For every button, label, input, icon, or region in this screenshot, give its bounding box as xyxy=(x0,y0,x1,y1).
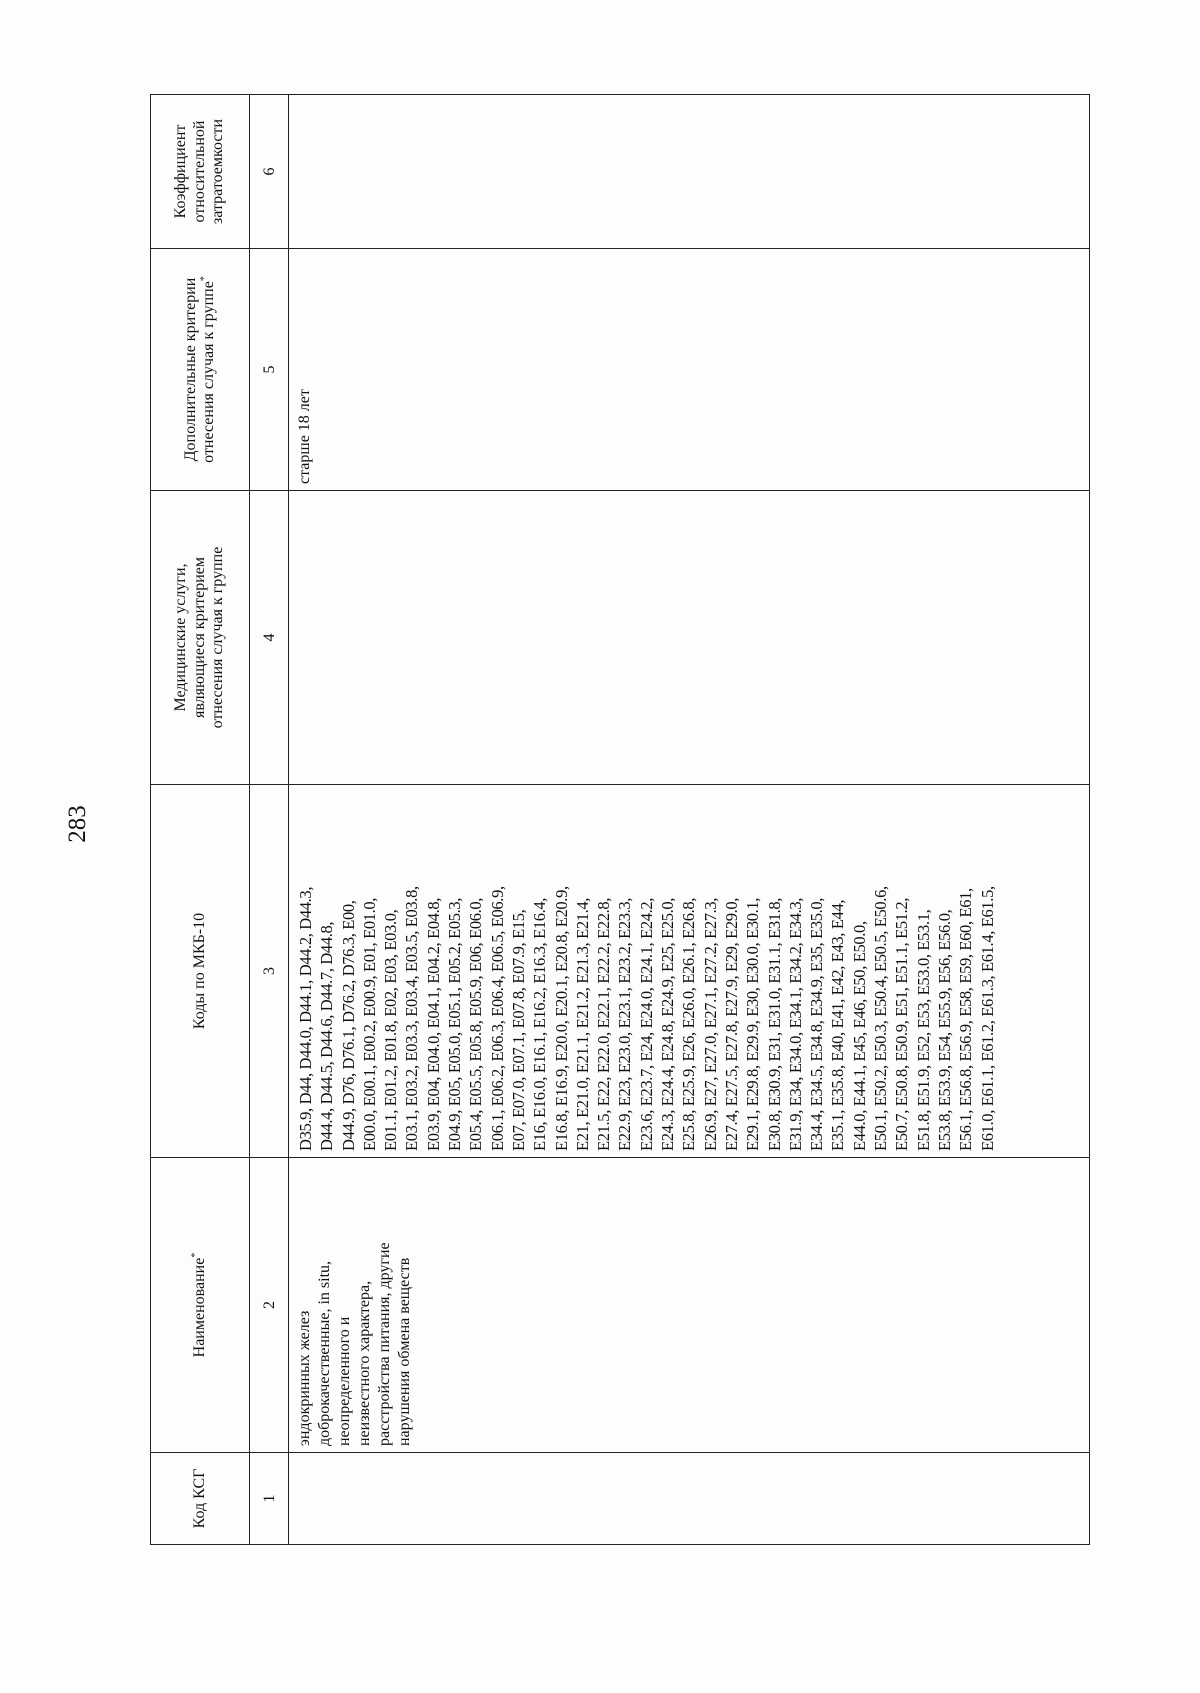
mkb-code-line: E44.0, E44.1, E45, E46, E50, E50.0, xyxy=(849,921,869,1151)
cell-additional-criteria: старше 18 лет xyxy=(289,249,1090,491)
mkb-code-line: E03.9, E04, E04.0, E04.1, E04.2, E04.8, xyxy=(423,897,443,1151)
rotated-table-container xyxy=(150,95,1090,1545)
mkb-code-line: E50.1, E50.2, E50.3, E50.4, E50.5, E50.6, xyxy=(871,886,891,1151)
mkb-code-line: E25.8, E25.9, E26, E26.0, E26.1, E26.8, xyxy=(679,897,699,1151)
mkb-code-line: E04.9, E05, E05.0, E05.1, E05.2, E05.3, xyxy=(445,897,465,1151)
mkb-code-line: D35.9, D44, D44.0, D44.1, D44.2, D44.3, xyxy=(296,886,315,1151)
mkb-code-line: E53.8, E53.9, E54, E55.9, E56, E56.0, xyxy=(934,909,954,1151)
mkb-code-line: E22.9, E23, E23.0, E23.1, E23.2, E23.3, xyxy=(615,897,635,1151)
header-ksg-code: Код КСГ xyxy=(151,1453,250,1545)
mkb-code-line: D44.4, D44.5, D44.6, D44.7, D44.8, xyxy=(317,921,337,1151)
cell-mkb-codes xyxy=(289,785,1090,1158)
cell-services xyxy=(289,491,1090,785)
mkb-code-line: E27.4, E27.5, E27.8, E27.9, E29, E29.0, xyxy=(721,897,741,1151)
mkb-code-line: E51.8, E51.9, E52, E53, E53.0, E53.1, xyxy=(913,909,933,1151)
mkb-code-line: E16, E16.0, E16.1, E16.2, E16.3, E16.4, xyxy=(530,897,550,1151)
name-line: доброкачественные, in situ, xyxy=(316,1260,333,1446)
header-name-asterisk: * xyxy=(189,1252,201,1258)
name-lines xyxy=(295,1164,415,1446)
mkb-code-line: E01.1, E01.2, E01.8, E02, E03, E03.0, xyxy=(381,909,401,1151)
name-line: нарушения обмена веществ xyxy=(396,1257,413,1446)
mkb-code-line: E31.9, E34, E34.0, E34.1, E34.2, E34.3, xyxy=(785,897,805,1151)
page-number: 283 xyxy=(64,805,91,843)
column-number: 3 xyxy=(250,785,289,1158)
column-number: 5 xyxy=(250,249,289,491)
header-name: Наименование* xyxy=(151,1158,250,1453)
header-additional-criteria: Дополнительные критерии отнесения случая к группе* xyxy=(151,249,250,491)
header-mkb-codes: Коды по МКБ-10 xyxy=(151,785,250,1158)
mkb-code-line: E21.5, E22, E22.0, E22.1, E22.2, E22.8, xyxy=(594,897,614,1151)
mkb-code-line: E29.1, E29.8, E29.9, E30, E30.0, E30.1, xyxy=(743,897,763,1151)
mkb-code-line: E61.0, E61.1, E61.2, E61.3, E61.4, E61.5, xyxy=(977,886,997,1151)
table-row xyxy=(289,95,1090,1545)
mkb-lines xyxy=(295,791,998,1151)
mkb-code-line: D44.9, D76, D76.1, D76.2, D76.3, E00, xyxy=(338,900,358,1151)
header-coefficient: Коэффициент относительной затратоемкости xyxy=(151,95,250,249)
header-criteria-asterisk: * xyxy=(199,276,210,282)
mkb-code-line: E03.1, E03.2, E03.3, E03.4, E03.5, E03.8, xyxy=(402,886,422,1151)
mkb-code-line: E26.9, E27, E27.0, E27.1, E27.2, E27.3, xyxy=(700,897,720,1151)
mkb-code-line: E35.1, E35.8, E40, E41, E42, E43, E44, xyxy=(828,899,848,1151)
column-number: 2 xyxy=(250,1158,289,1453)
name-line: неизвестного характера, xyxy=(356,1280,373,1446)
mkb-code-line: E16.8, E16.9, E20.0, E20.1, E20.8, E20.9, xyxy=(551,886,571,1151)
column-number: 6 xyxy=(250,95,289,249)
cell-coefficient xyxy=(289,95,1090,249)
column-number: 1 xyxy=(250,1453,289,1545)
header-services: Медицинские услуги, являющиеся критерием отнесения случая к группе xyxy=(151,491,250,785)
mkb-code-line: E00.0, E00.1, E00.2, E00.9, E01, E01.0, xyxy=(359,897,379,1151)
mkb-code-line: E23.6, E23.7, E24, E24.0, E24.1, E24.2, xyxy=(636,897,656,1151)
mkb-code-line: E21, E21.0, E21.1, E21.2, E21.3, E21.4, xyxy=(572,897,592,1151)
cell-ksg-code xyxy=(289,1453,1090,1545)
mkb-code-line: E24.3, E24.4, E24.8, E24.9, E25, E25.0, xyxy=(658,897,678,1151)
mkb-code-line: E34.4, E34.5, E34.8, E34.9, E35, E35.0, xyxy=(807,897,827,1151)
mkb-code-line: E05.4, E05.5, E05.8, E05.9, E06, E06.0, xyxy=(466,897,486,1151)
name-line: неопределенного и xyxy=(336,1316,353,1446)
name-line: расстройства питания, другие xyxy=(376,1242,393,1446)
header-row xyxy=(151,95,250,1545)
cell-name xyxy=(289,1158,1090,1453)
column-number-row xyxy=(250,95,289,1545)
column-number: 4 xyxy=(250,491,289,785)
mkb-code-line: E06.1, E06.2, E06.3, E06.4, E06.5, E06.9, xyxy=(487,886,507,1151)
name-line: эндокринных желез xyxy=(296,1310,313,1446)
mkb-code-line: E56.1, E56.8, E56.9, E58, E59, E60, E61, xyxy=(956,888,976,1151)
mkb-code-line: E30.8, E30.9, E31, E31.0, E31.1, E31.8, xyxy=(764,897,784,1151)
mkb-code-line: E07, E07.0, E07.1, E07.8, E07.9, E15, xyxy=(508,909,528,1151)
ksg-table xyxy=(150,94,1090,1545)
mkb-code-line: E50.7, E50.8, E50.9, E51, E51.1, E51.2, xyxy=(892,897,912,1151)
